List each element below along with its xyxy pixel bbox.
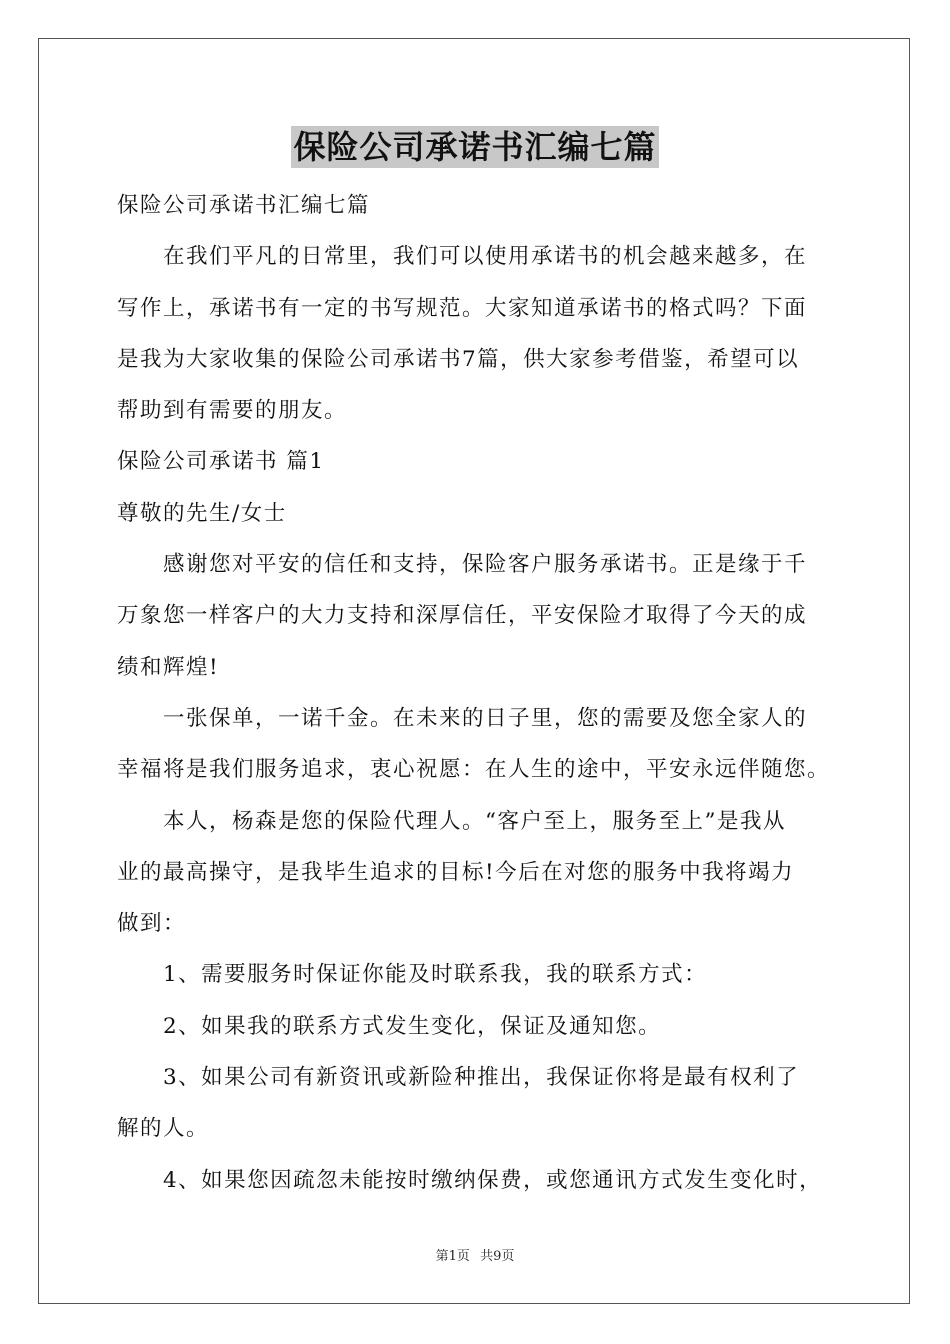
list-item-continuation: 解的人。 [117,1116,210,1142]
list-item: 2、如果我的联系方式发生变化，保证及通知您。 [163,1013,662,1039]
page-number: 第1页 [435,1249,470,1264]
page-footer [0,1245,950,1264]
body-line: 写作上，承诺书有一定的书写规范。大家知道承诺书的格式吗？下面 [117,295,808,321]
body-line: 绩和辉煌! [117,654,220,680]
section-heading: 保险公司承诺书 篇1 [117,449,325,475]
title-block [0,126,950,168]
document-body [117,180,837,1206]
body-line: 业的最高操守，是我毕生追求的目标!今后在对您的服务中我将竭力 [117,859,795,885]
body-line: 幸福将是我们服务追求，衷心祝愿：在人生的途中，平安永远伴随您。 [117,757,831,783]
body-line: 万象您一样客户的大力支持和深厚信任，平安保险才取得了今天的成 [117,603,808,629]
body-line: 做到： [117,911,187,937]
body-line: 感谢您对平安的信任和支持，保险客户服务承诺书。正是缘于千 [163,552,808,578]
body-line: 在我们平凡的日常里，我们可以使用承诺书的机会越来越多，在 [163,244,808,270]
document-title: 保险公司承诺书汇编七篇 [293,128,657,166]
body-line: 本人，杨森是您的保险代理人。“客户至上，服务至上”是我从 [163,808,786,834]
body-line: 是我为大家收集的保险公司承诺书7篇，供大家参考借鉴，希望可以 [117,346,800,372]
list-item: 3、如果公司有新资讯或新险种推出，我保证你将是最有权利了 [163,1065,800,1091]
body-line: 帮助到有需要的朋友。 [117,398,348,424]
page-total: 共9页 [480,1249,515,1264]
body-line: 一张保单，一诺千金。在未来的日子里，您的需要及您全家人的 [163,705,808,731]
list-item: 1、需要服务时保证你能及时联系我，我的联系方式： [163,962,708,988]
list-item: 4、如果您因疏忽未能按时缴纳保费，或您通讯方式发生变化时， [163,1167,823,1193]
subtitle-line: 保险公司承诺书汇编七篇 [117,193,371,218]
salutation: 尊敬的先生/女士 [117,500,287,526]
